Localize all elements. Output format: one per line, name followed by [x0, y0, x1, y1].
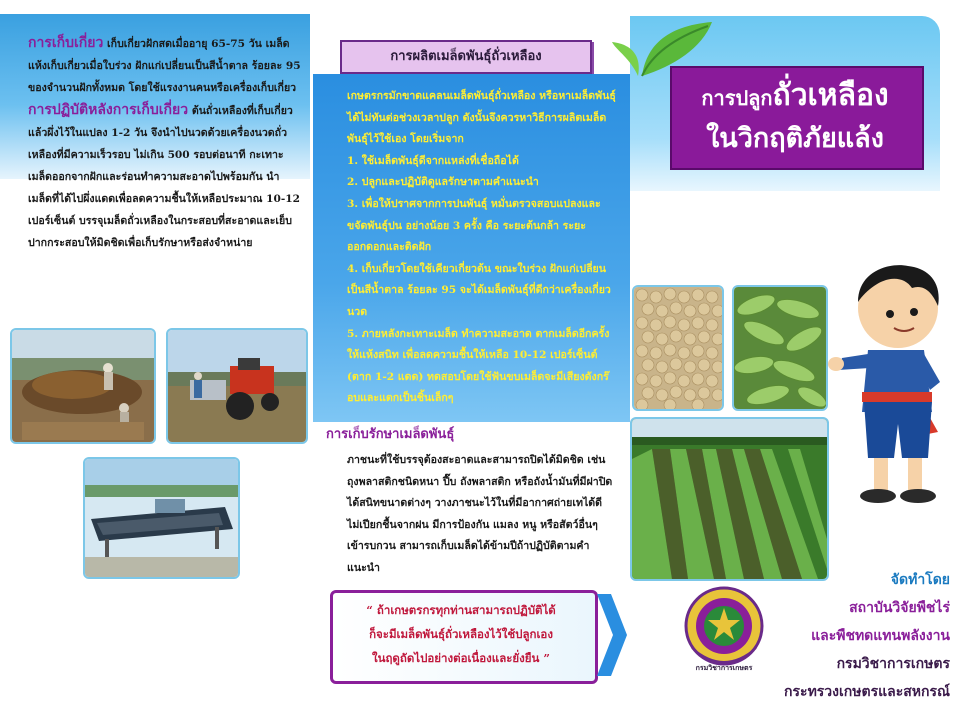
seed-dryer-photo — [83, 457, 240, 579]
harvest-text: เก็บเกี่ยวฝักสดเมื่ออายุ 65-75 วัน เมล็ดแห้งเก็บเกี่ยวเมื่อใบร่วง ฝักแก่เปลี่ยนเป็นสีน้ำตาล ร้อยละ 95 ของจำนวนฝักทั้งหมด โดยใช้แรงงานคนหรือเครื่องเก็บเกี่ยว — [28, 38, 301, 94]
quote-line: ในฤดูถัดไปอย่างต่อเนื่องและยั่งยืน ” — [371, 651, 551, 665]
step-3: 3. เพื่อให้ปราศจากการปนพันธุ์ หมั่นตรวจสอบแปลงและขจัดพันธุ์ปน อย่างน้อย 3 ครั้ง คือ ระยะต้นกล้า ระยะออกดอกและติดฝัก — [347, 197, 601, 254]
soybean-pods-photo — [732, 285, 828, 411]
step-5: 5. ภายหลังกะเทาะเมล็ด ทำความสะอาด ตากเมล็ดอีกครั้งให้แห้งสนิท เพื่อลดความชื้นให้เหลือ 10-12 เปอร์เซ็นต์ (ตาก 1-2 แดด) ทดสอบโดยใช้ฟันขบเมล็ดจะมีเสียงดังกร๊อบและแตกเป็นชิ้นเล็กๆ — [347, 327, 610, 405]
post-harvest-heading: การปฏิบัติหลังการเก็บเกี่ยว — [28, 102, 189, 118]
credit-ministry: กระทรวงเกษตรและสหกรณ์ — [784, 684, 950, 700]
title-big: ถั่วเหลือง — [772, 78, 889, 113]
harvest-photo — [10, 328, 156, 444]
storage-heading: การเก็บรักษาเมล็ดพันธุ์ — [326, 427, 455, 442]
quote-line: ก็จะมีเมล็ดพันธุ์ถั่วเหลืองไว้ใช้ปลูกเอง — [369, 627, 553, 641]
chevron-right-icon — [595, 592, 629, 678]
farmer-boy-illustration — [828, 262, 956, 508]
harvest-heading: การเก็บเกี่ยว — [28, 35, 104, 51]
soybean-field-photo — [630, 417, 829, 581]
section-title: การผลิตเมล็ดพันธุ์ถั่วเหลือง — [390, 49, 542, 64]
quote-text — [334, 598, 588, 670]
quote-line: “ ถ้าเกษตรกรทุกท่านสามารถปฏิบัติได้ — [366, 603, 556, 617]
title-small: การปลูก — [701, 86, 773, 110]
credit-org-line-1: สถาบันวิจัยพืชไร่ — [849, 600, 950, 616]
credit-label: จัดทำโดย — [890, 572, 950, 588]
storage-text: ภาชนะที่ใช้บรรจุต้องสะอาดและสามารถปิดได้มิดชิด เช่น ถุงพลาสติกชนิดหนา ปี๊บ ถังพลาสติก หรือถังน้ำมันที่มีฝาปิดได้สนิทขนาดต่างๆ วางภาชนะไว้ในที่มีอากาศถ่ายเทได้ดี ไม่เปียกชื้นจากฝน มีการป้องกัน แมลง หนู หรือสัตว์อื่นๆ เข้ารบกวน สามารถเก็บเมล็ดได้ข้ามปีถ้าปฏิบัติตามคำแนะนำ — [347, 454, 613, 574]
intro-paragraph: เกษตรกรมักขาดแคลนเมล็ดพันธุ์ถั่วเหลือง หรือหาเมล็ดพันธุ์ได้ไม่ทันต่อช่วงเวลาปลูก ดังนั้นจึงควรหาวิธีการผลิตเมล็ดพันธุ์ไว้ใช้เอง โดยเริ่มจาก — [347, 90, 616, 146]
credits — [700, 566, 950, 706]
storage-text-block — [325, 450, 617, 580]
panel1-text — [28, 32, 303, 254]
step-1: 1. ใช้เมล็ดพันธุ์ดีจากแหล่งที่เชื่อถือได้ — [347, 154, 519, 167]
title-line-2: ในวิกฤติภัยแล้ง — [706, 123, 884, 154]
section-title-box — [340, 40, 592, 74]
seed-production-text — [325, 86, 617, 410]
soybean-seeds-photo — [632, 285, 724, 411]
post-harvest-text: ต้นถั่วเหลืองที่เก็บเกี่ยวแล้วผึ่งไว้ในแปลง 1-2 วัน จึงนำไปนวดด้วยเครื่องนวดถั่วเหลืองที่มีความเร็วรอบ ไม่เกิน 500 รอบต่อนาที กะเทาะเมล็ดออกจากฝักและร่อนทำความสะอาดไปพร้อมกัน นำเมล็ดที่ได้ไปผึ่งแดดเพื่อลดความชื้นให้เหลือประมาณ 10-12 เปอร์เซ็นต์ บรรจุเมล็ดถั่วเหลืองในกระสอบที่สะอาดและเย็บปากกระสอบให้มิดชิดเพื่อเก็บรักษาหรือส่งจำหน่าย — [28, 105, 300, 249]
tractor-photo — [166, 328, 308, 444]
credit-org-line-2: และพืชทดแทนพลังงาน — [811, 628, 950, 644]
step-2: 2. ปลูกและปฏิบัติดูแลรักษาตามคำแนะนำ — [347, 176, 539, 189]
step-4: 4. เก็บเกี่ยวโดยใช้เคียวเกี่ยวต้น ขณะใบร่วง ฝักแก่เปลี่ยนเป็นสีน้ำตาล ร้อยละ 95 จะได้เมล็ดพันธุ์ที่ดีกว่าเครื่องเกี่ยวนวด — [347, 262, 611, 318]
title-line-1 — [670, 72, 920, 119]
logo-text: กรมวิชาการเกษตร — [695, 664, 753, 672]
credit-department: กรมวิชาการเกษตร — [836, 656, 950, 672]
